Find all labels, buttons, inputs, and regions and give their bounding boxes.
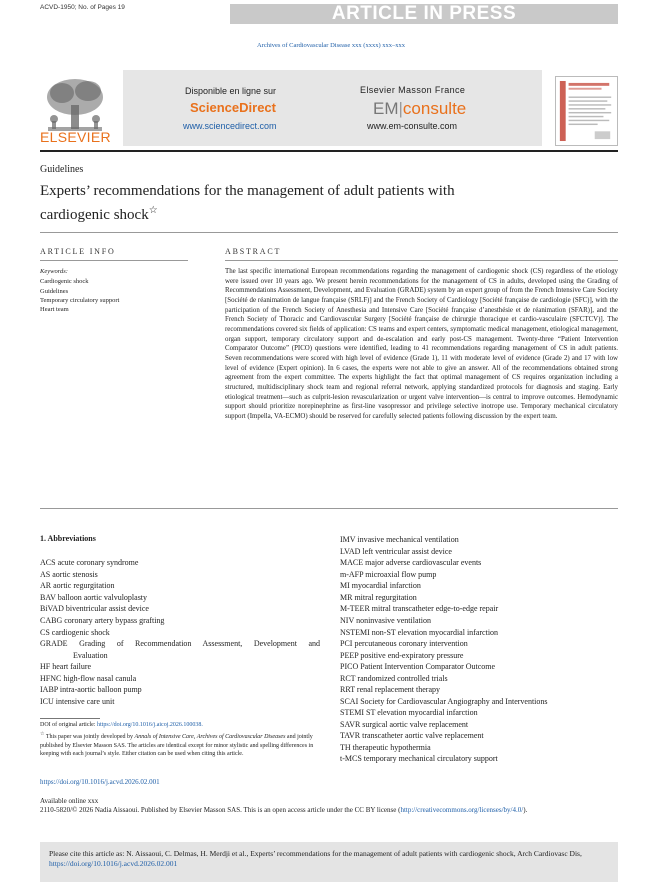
abbreviation-item: CABG coronary artery bypass grafting bbox=[40, 616, 165, 625]
abbreviation-item: SAVR surgical aortic valve replacement bbox=[340, 720, 469, 729]
journal-cover-thumbnail-icon[interactable] bbox=[555, 76, 618, 146]
abbreviation-item: MACE major adverse cardiovascular events bbox=[340, 558, 482, 567]
abbreviation-item: ICU intensive care unit bbox=[40, 697, 115, 706]
abbreviation-item: AS aortic stenosis bbox=[40, 570, 98, 579]
em-consulte-link[interactable]: www.em-consulte.com bbox=[367, 121, 458, 131]
abbreviation-item: AR aortic regurgitation bbox=[40, 581, 115, 590]
publisher-name: Elsevier Masson France bbox=[360, 85, 466, 95]
journal-citation-line[interactable]: Archives of Cardiovascular Disease xxx (xxxx) xxx–xxx bbox=[256, 42, 406, 49]
abbreviation-item: PICO Patient Intervention Comparator Outcome bbox=[340, 662, 496, 671]
abbreviation-item: IABP intra-aortic balloon pump bbox=[40, 685, 142, 694]
footnote-text-b: and jointly published by Elsevier Masson SAS. The articles are identical except for minor stylistic and spelling differences in keeping with each journal’s style. Either citation can be used when citing this article. bbox=[40, 734, 314, 758]
abbreviation-item: GRADE Grading of Recommendation Assessment, Development and bbox=[40, 639, 320, 648]
sciencedirect-link[interactable]: www.sciencedirect.com bbox=[183, 121, 277, 131]
abbreviation-item: CS cardiogenic shock bbox=[40, 628, 110, 637]
title-line-2: cardiogenic shock bbox=[40, 207, 149, 223]
keywords-label: Keywords: bbox=[40, 268, 68, 275]
footnote-text-a: This paper was jointly developed by bbox=[44, 734, 135, 740]
abbreviation-item: SCAI Society for Cardiovascular Angiography and Interventions bbox=[340, 697, 548, 706]
abbreviations-heading: 1. Abbreviations bbox=[40, 534, 96, 543]
abbreviation-item: BiVAD biventricular assist device bbox=[40, 604, 149, 613]
title-footnote-star-icon[interactable]: ☆ bbox=[148, 205, 158, 216]
abbreviation-item: MR mitral regurgitation bbox=[340, 593, 417, 602]
abbreviation-item: RRT renal replacement therapy bbox=[340, 685, 440, 694]
footnote-joint-publication bbox=[40, 731, 325, 759]
consulte-logo-part: consulte bbox=[402, 99, 467, 118]
license-text: 2110-5820/© 2026 Nadia Aissaoui. Published by Elsevier Masson SAS. This is an open access article under the CC BY license ( bbox=[40, 806, 401, 814]
article-info-heading: ARTICLE INFO bbox=[40, 247, 116, 256]
abbreviation-item: PCI percutaneous coronary intervention bbox=[340, 639, 468, 648]
abbreviation-item: STEMI ST elevation myocardial infarction bbox=[340, 708, 478, 717]
title-divider bbox=[40, 232, 618, 233]
abbreviation-item: RCT randomized controlled trials bbox=[340, 674, 448, 683]
abbreviation-item: t-MCS temporary mechanical circulatory support bbox=[340, 754, 498, 763]
abbreviation-item-continued: Evaluation bbox=[73, 651, 108, 660]
available-online-date: Available online xxx bbox=[40, 797, 99, 805]
journal-header-banner bbox=[123, 70, 542, 146]
citation-text bbox=[49, 849, 614, 869]
em-logo-divider: | bbox=[398, 99, 403, 118]
article-info-divider bbox=[40, 260, 188, 261]
abbreviation-item: TAVR transcatheter aortic valve replacement bbox=[340, 731, 484, 740]
available-online-label: Disponible en ligne sur bbox=[185, 86, 277, 96]
abbreviation-item: LVAD left ventricular assist device bbox=[340, 547, 452, 556]
abstract-divider bbox=[225, 260, 618, 261]
abbreviation-item: NSTEMI non-ST elevation myocardial infarction bbox=[340, 628, 499, 637]
keyword: Heart team bbox=[40, 306, 69, 313]
elsevier-wordmark: ELSEVIER bbox=[40, 129, 111, 145]
abbreviation-item: TH therapeutic hypothermia bbox=[340, 743, 431, 752]
citation-doi-link[interactable]: https://doi.org/10.1016/j.acvd.2026.02.001 bbox=[49, 859, 178, 868]
footnote-original-doi bbox=[40, 722, 320, 728]
article-in-press-label: ARTICLE IN PRESS bbox=[331, 3, 517, 24]
article-title bbox=[40, 182, 580, 225]
keyword: Guidelines bbox=[40, 288, 69, 295]
keyword: Temporary circulatory support bbox=[40, 297, 120, 304]
header-divider bbox=[40, 150, 618, 152]
sciencedirect-logo[interactable]: ScienceDirect bbox=[190, 100, 276, 115]
footnote-star-icon: ☆ bbox=[40, 732, 45, 737]
abbreviation-item: IMV invasive mechanical ventilation bbox=[340, 535, 459, 544]
abbreviation-item: m-AFP microaxial flow pump bbox=[340, 570, 437, 579]
footnote-doi-link[interactable]: https://doi.org/10.1016/j.aicoj.2026.100038. bbox=[96, 722, 203, 728]
license-statement bbox=[40, 806, 620, 815]
footnote-rule bbox=[40, 718, 100, 719]
abbreviation-item: M-TEER mitral transcatheter edge-to-edge repair bbox=[340, 604, 499, 613]
license-end: ). bbox=[523, 806, 528, 814]
article-doi-link[interactable]: https://doi.org/10.1016/j.acvd.2026.02.001 bbox=[40, 778, 160, 786]
footnote-doi-label: DOI of original article: bbox=[40, 722, 97, 728]
abbreviation-item: NIV noninvasive ventilation bbox=[340, 616, 431, 625]
article-type: Guidelines bbox=[40, 164, 84, 175]
abbreviation-item: HF heart failure bbox=[40, 662, 92, 671]
keyword: Cardiogenic shock bbox=[40, 278, 89, 285]
footnote-journals: Annals of Intensive Care, Archives of Cardiovascular Diseases bbox=[134, 734, 286, 740]
em-consulte-logo[interactable] bbox=[373, 99, 466, 119]
abstract-heading: ABSTRACT bbox=[225, 247, 282, 256]
title-line-1: Experts’ recommendations for the management of adult patients with bbox=[40, 183, 455, 199]
abstract-bottom-divider bbox=[40, 508, 618, 509]
manuscript-meta: ACVD-1950; No. of Pages 19 bbox=[40, 4, 125, 11]
abbreviation-item: BAV balloon aortic valvuloplasty bbox=[40, 593, 148, 602]
abstract-text: The last specific international European recommendations regarding the management of cardiogenic shock (CS) regardless of the etiology were issued over 10 years ago. We present herein recommendations for the management of CS in adults, developed using the Grading of Recommendations Assessment, Development, and Evaluation (GRADE) system by an expert group of from the French Intensive Care Society [Société de réanimation de langue française (SRLF)] and the French Society of Cardiology [Société française de cardiologie (SFC)], with the participation of the French Society of Anesthesia and Intensive Care [Société française d’anesthésie et de réanimation (SFAR)], and the French Society of Thoracic and Cardiovascular Surgery [Société française de chirurgie thoracique et cardio-vasculaire (SFCTCV)]. The recommendations covered six fields of application: CS teams and expert centers, symptomatic medical management, etiological management, organ support, temporary circulatory support and de-escalation and early post-CS management. Twenty-three “Patient Intervention Comparator Outcome” (PICO) questions were identified, leading to 41 recommendations regarding management of CS in adult patients. Seven recommendations were scored with high level of evidence (Grade 1), 11 with moderate level of evidence (Grade 2) and 17 with low level of evidence (Expert opinion). In 6 cases, the experts were not able to give an answer. All of the recommendations obtained strong agreement from the expert committee. The experts highlight the fact that optimal management of CS requires organization including a structured, multidisciplinary shock team and regional referral network, applying standardized protocols for diagnosis and staging. Early etiological treatment—such as culprit-lesion revascularization or urgent valve intervention—is central to improve outcomes. Hemodynamic support should prioritize norepinephrine as first-line vasopressor and privilege selective inotrope use. Temporary mechanical circulatory support (Impella, VA-ECMO) should be reserved for carefully selected patients following discussion by the expert team. bbox=[225, 268, 618, 420]
citation-body: Please cite this article as: N. Aissaoui, C. Delmas, H. Merdji et al., Experts’ recommendations for the management of adult patients with cardiogenic shock, Arch Cardiovasc Dis, bbox=[49, 849, 582, 858]
abbreviation-item: PEEP positive end-expiratory pressure bbox=[340, 651, 464, 660]
abbreviation-item: MI myocardial infarction bbox=[340, 581, 421, 590]
license-link[interactable]: http://creativecommons.org/licenses/by/4.0/ bbox=[400, 806, 524, 814]
abbreviation-item: HFNC high-flow nasal canula bbox=[40, 674, 137, 683]
abbreviation-item: ACS acute coronary syndrome bbox=[40, 558, 139, 567]
em-logo-part: EM bbox=[373, 99, 399, 118]
